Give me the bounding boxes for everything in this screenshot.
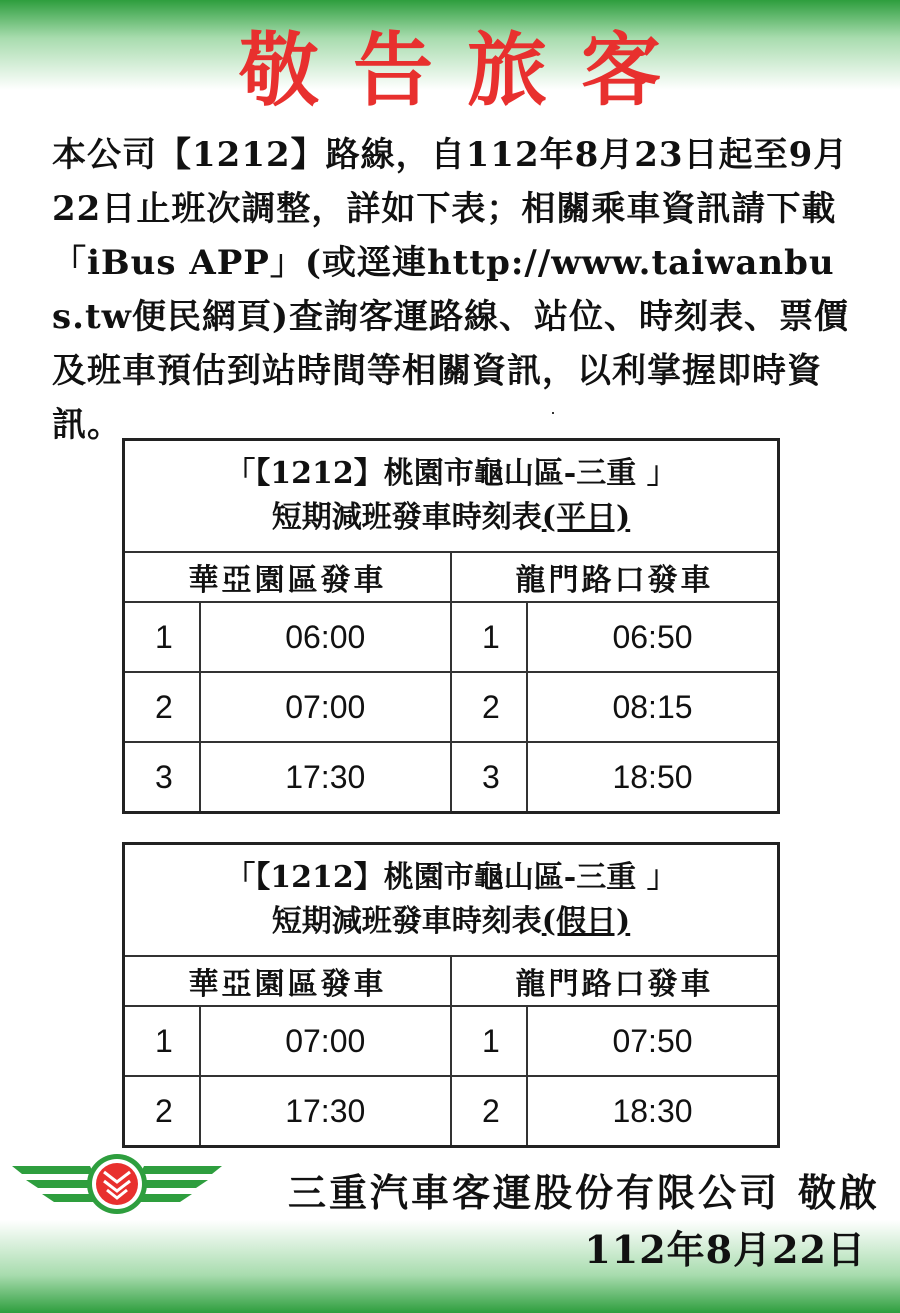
table-row <box>124 1076 779 1147</box>
left-departure-time: 06:00 <box>200 602 452 672</box>
respect-closing: 敬啟 <box>797 1170 880 1215</box>
company-name: 三重汽車客運股份有限公司 <box>287 1170 780 1215</box>
company-signature <box>230 1165 880 1221</box>
right-departure-time: 06:50 <box>527 602 779 672</box>
right-departure-time: 18:50 <box>527 742 779 813</box>
table-row <box>124 742 779 813</box>
holiday-title-line2: 短期減班發車時刻表(假日) <box>271 904 631 939</box>
weekday-table-title <box>124 440 779 553</box>
right-departure-time: 18:30 <box>527 1076 779 1147</box>
weekday-title-line1: 「【1212】桃園市龜山區-三重 」 <box>225 456 677 491</box>
left-trip-number: 3 <box>124 742 200 813</box>
notice-text: 本公司【1212】路線，自112年8月23日起至9月22日止班次調整，詳如下表；相關乘車資訊請下載「iBus APP」(或逕連http://www.taiwanbus.tw便民網頁)查詢客運路線、站位、時刻表、票價及班車預估到站時間等相關資訊，以利掌握即時資訊。 <box>52 135 850 445</box>
left-departure-time: 07:00 <box>200 1006 452 1076</box>
weekday-col-left: 華亞園區發車 <box>124 552 452 602</box>
left-departure-time: 07:00 <box>200 672 452 742</box>
holiday-table-title <box>124 844 779 957</box>
company-wing-logo-icon <box>12 1150 222 1218</box>
left-trip-number: 1 <box>124 602 200 672</box>
left-departure-time: 17:30 <box>200 1076 452 1147</box>
right-trip-number: 2 <box>451 672 527 742</box>
holiday-col-left: 華亞園區發車 <box>124 956 452 1006</box>
table-row <box>124 672 779 742</box>
weekday-col-right: 龍門路口發車 <box>451 552 779 602</box>
weekday-label: (平日) <box>541 500 631 535</box>
holiday-title-line1: 「【1212】桃園市龜山區-三重 」 <box>225 860 677 895</box>
weekday-schedule-table <box>122 438 780 814</box>
table-row <box>124 1006 779 1076</box>
page-title: 敬告旅客 <box>239 23 695 117</box>
holiday-schedule-table <box>122 842 780 1148</box>
left-departure-time: 17:30 <box>200 742 452 813</box>
table-row <box>124 602 779 672</box>
holiday-label: (假日) <box>541 904 631 939</box>
right-departure-time: 08:15 <box>527 672 779 742</box>
right-trip-number: 2 <box>451 1076 527 1147</box>
right-trip-number: 3 <box>451 742 527 813</box>
holiday-col-right: 龍門路口發車 <box>451 956 779 1006</box>
right-departure-time: 07:50 <box>527 1006 779 1076</box>
left-trip-number: 2 <box>124 1076 200 1147</box>
notice-date: 112年8月22日 <box>584 1227 866 1272</box>
weekday-title-line2: 短期減班發車時刻表(平日) <box>271 500 631 535</box>
right-trip-number: 1 <box>451 1006 527 1076</box>
left-trip-number: 2 <box>124 672 200 742</box>
speck <box>552 412 554 414</box>
left-trip-number: 1 <box>124 1006 200 1076</box>
right-trip-number: 1 <box>451 602 527 672</box>
